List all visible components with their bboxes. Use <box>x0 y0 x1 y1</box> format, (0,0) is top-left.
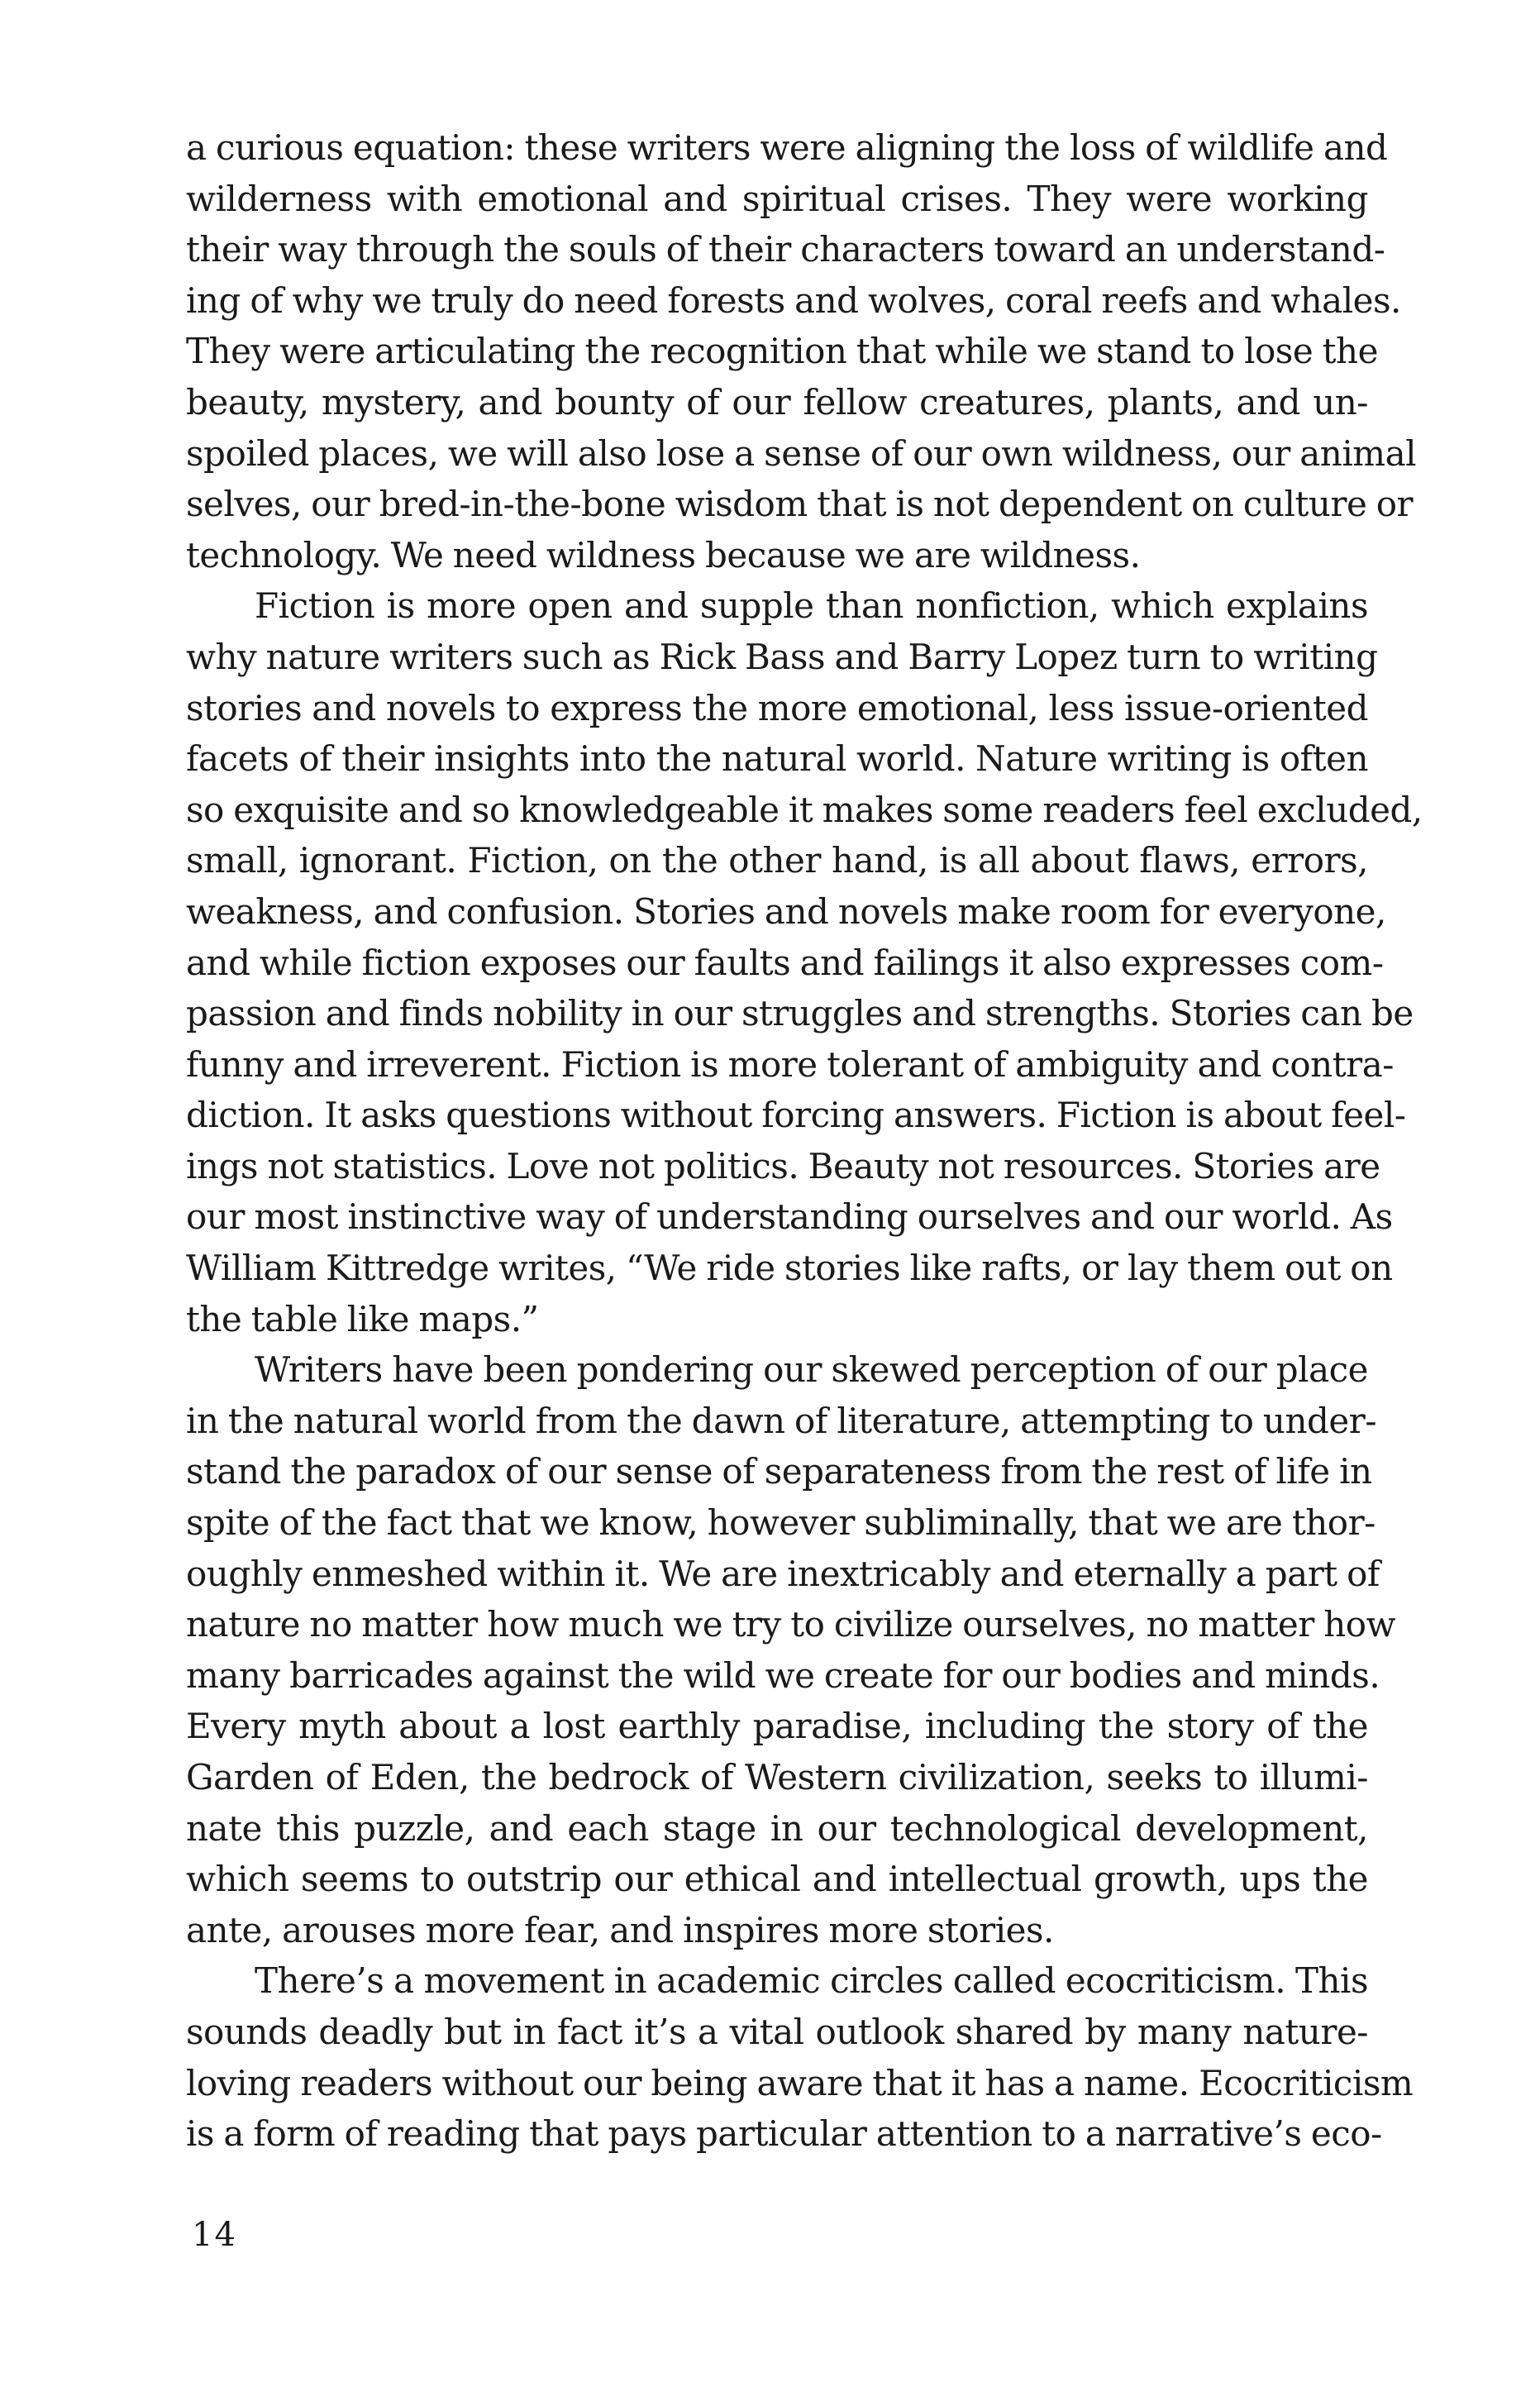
text-line: Writers have been pondering our skewed perception of our place <box>255 1349 1368 1391</box>
page-number: 14 <box>192 2216 237 2254</box>
text-line: ings not statistics. Love not politics. Beauty not resources. Stories are <box>186 1145 1380 1186</box>
text-line: loving readers without our being aware that it has a name. Ecocriticism <box>186 2062 1414 2103</box>
text-line: Garden of Eden, the bedrock of Western civilization, seeks to illumi- <box>186 1757 1368 1797</box>
text-line: and while fiction exposes our faults and failings it also expresses com- <box>186 942 1384 983</box>
text-line: passion and finds nobility in our struggles and strengths. Stories can be <box>186 993 1414 1034</box>
text-line: our most instinctive way of understanding ourselves and our world. As <box>186 1196 1393 1238</box>
text-line: spoiled places, we will also lose a sense of our own wildness, our animal <box>186 432 1417 474</box>
text-line: weakness, and confusion. Stories and novels make room for everyone, <box>186 890 1386 932</box>
text-line: They were articulating the recognition that while we stand to lose the <box>186 331 1378 372</box>
text-line: technology. We need wildness because we are wildness. <box>186 534 1141 575</box>
text-line: ante, arouses more fear, and inspires more stories. <box>186 1909 1054 1950</box>
text-line: small, ignorant. Fiction, on the other hand, is all about flaws, errors, <box>186 840 1368 881</box>
text-line: facets of their insights into the natural world. Nature writing is often <box>186 738 1368 780</box>
text-line: spite of the fact that we know, however subliminally, that we are thor- <box>186 1502 1376 1544</box>
text-line: beauty, mystery, and bounty of our fellow creatures, plants, and un- <box>186 381 1368 422</box>
text-line: There’s a movement in academic circles called ecocriticism. This <box>255 1960 1368 2002</box>
text-line: selves, our bred-in-the-bone wisdom that is not dependent on culture or <box>186 484 1414 525</box>
text-line: the table like maps.” <box>186 1298 539 1339</box>
text-line: stories and novels to express the more emotional, less issue-oriented <box>186 687 1368 728</box>
text-line: why nature writers such as Rick Bass and Barry Lopez turn to writing <box>186 636 1378 677</box>
text-line: which seems to outstrip our ethical and intellectual growth, ups the <box>186 1859 1368 1900</box>
text-line: sounds deadly but in fact it’s a vital outlook shared by many nature- <box>186 2011 1368 2052</box>
paragraph-2 <box>186 580 1423 1344</box>
text-line: oughly enmeshed within it. We are inextricably and eternally a part of <box>186 1553 1380 1594</box>
paragraph-3 <box>186 1344 1396 1955</box>
text-line: nature no matter how much we try to civilize ourselves, no matter how <box>186 1604 1396 1645</box>
text-line: William Kittredge writes, “We ride stories like rafts, or lay them out on <box>186 1248 1393 1289</box>
text-line: wilderness with emotional and spiritual crises. They were working <box>186 178 1368 219</box>
text-line: Fiction is more open and supple than nonfiction, which explains <box>255 585 1368 627</box>
text-line: their way through the souls of their characters toward an understand- <box>186 229 1385 270</box>
text-line: Every myth about a lost earthly paradise, including the story of the <box>186 1706 1368 1747</box>
text-line: nate this puzzle, and each stage in our technological development, <box>186 1807 1368 1849</box>
text-line: a curious equation: these writers were aligning the loss of wildlife and <box>186 127 1388 168</box>
text-line: many barricades against the wild we create for our bodies and minds. <box>186 1654 1380 1696</box>
text-line: stand the paradox of our sense of separateness from the rest of life in <box>186 1451 1372 1492</box>
paragraph-1 <box>186 122 1417 580</box>
text-line: is a form of reading that pays particular attention to a narrative’s eco- <box>186 2113 1382 2155</box>
text-line: funny and irreverent. Fiction is more tolerant of ambiguity and contra- <box>186 1043 1394 1085</box>
text-line: in the natural world from the dawn of literature, attempting to under- <box>186 1400 1377 1441</box>
text-line: diction. It asks questions without forcing answers. Fiction is about feel- <box>186 1095 1406 1136</box>
page-body <box>186 122 1423 2160</box>
paragraph-4 <box>186 1955 1414 2159</box>
text-line: ing of why we truly do need forests and wolves, coral reefs and whales. <box>186 279 1401 321</box>
text-line: so exquisite and so knowledgeable it makes some readers feel excluded, <box>186 789 1423 830</box>
